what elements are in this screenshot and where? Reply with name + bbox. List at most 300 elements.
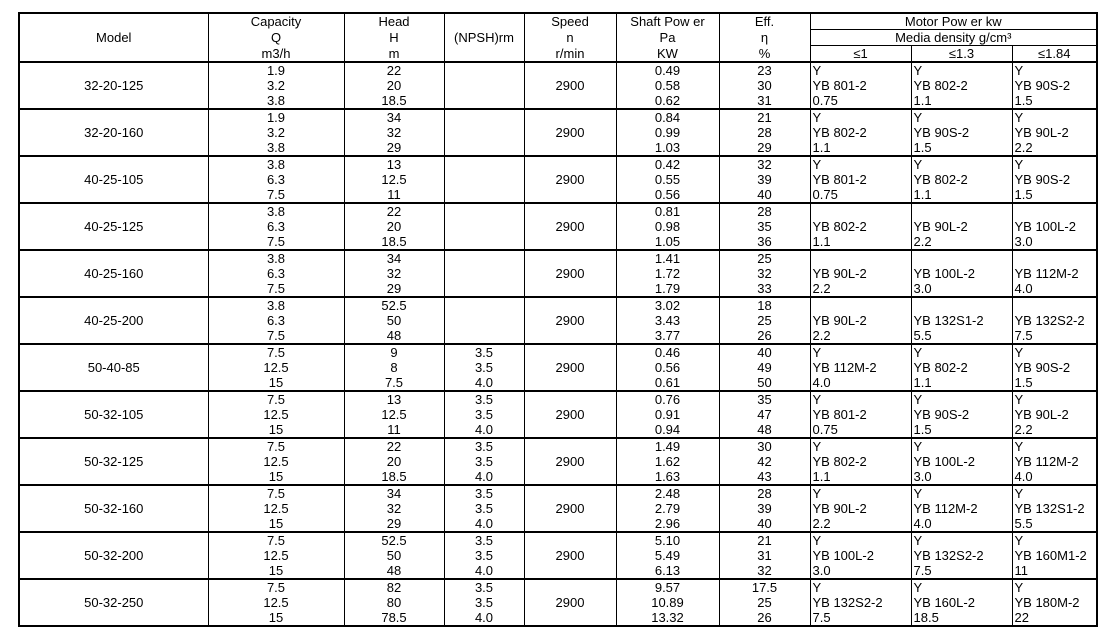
eff-cell: 30 (719, 78, 810, 93)
motor-cell: Y (911, 532, 1012, 548)
motor-cell: YB 100L-2 (810, 548, 911, 563)
model-cell: 32-20-160 (19, 109, 208, 156)
capacity-cell: 6.3 (208, 172, 344, 187)
motor-cell: 22 (1012, 610, 1097, 626)
table-row (19, 438, 1097, 454)
model-cell: 50-32-125 (19, 438, 208, 485)
eff-cell: 36 (719, 234, 810, 250)
motor-cell: Y (1012, 344, 1097, 360)
motor-cell: YB 801-2 (810, 78, 911, 93)
head-cell: 34 (344, 485, 444, 501)
head-cell: 20 (344, 454, 444, 469)
motor-cell: YB 801-2 (810, 407, 911, 422)
shaft-power-cell: 1.49 (616, 438, 719, 454)
motor-cell: 0.75 (810, 93, 911, 109)
motor-cell (1012, 203, 1097, 219)
motor-cell: 3.0 (911, 281, 1012, 297)
eff-cell: 33 (719, 281, 810, 297)
table-row (19, 297, 1097, 313)
table-row (19, 485, 1097, 501)
capacity-cell: 3.8 (208, 156, 344, 172)
capacity-cell: 6.3 (208, 313, 344, 328)
head-cell: 12.5 (344, 407, 444, 422)
motor-cell: Y (1012, 62, 1097, 78)
capacity-cell: 3.8 (208, 203, 344, 219)
eff-cell: 31 (719, 93, 810, 109)
motor-cell: YB 112M-2 (1012, 266, 1097, 281)
header-density-3: ≤1.84 (1012, 46, 1097, 63)
npsh-cell (444, 219, 524, 234)
npsh-cell: 3.5 (444, 579, 524, 595)
capacity-cell: 15 (208, 563, 344, 579)
head-cell: 82 (344, 579, 444, 595)
model-cell: 40-25-125 (19, 203, 208, 250)
motor-cell: 4.0 (1012, 281, 1097, 297)
header-speed-symbol: n (524, 30, 616, 46)
capacity-cell: 15 (208, 469, 344, 485)
speed-cell: 2900 (524, 344, 616, 391)
motor-cell: 1.1 (911, 187, 1012, 203)
header-capacity: Capacity (208, 13, 344, 30)
capacity-cell: 7.5 (208, 344, 344, 360)
shaft-power-cell: 3.77 (616, 328, 719, 344)
shaft-power-cell: 0.46 (616, 344, 719, 360)
shaft-power-cell: 0.81 (616, 203, 719, 219)
model-cell: 50-32-200 (19, 532, 208, 579)
npsh-cell: 3.5 (444, 485, 524, 501)
head-cell: 18.5 (344, 234, 444, 250)
model-cell: 40-25-105 (19, 156, 208, 203)
capacity-cell: 12.5 (208, 501, 344, 516)
npsh-cell: 4.0 (444, 610, 524, 626)
head-cell: 13 (344, 156, 444, 172)
head-cell: 32 (344, 501, 444, 516)
motor-cell: YB 90L-2 (911, 219, 1012, 234)
npsh-cell: 3.5 (444, 344, 524, 360)
npsh-cell (444, 250, 524, 266)
speed-cell: 2900 (524, 485, 616, 532)
speed-cell: 2900 (524, 391, 616, 438)
head-cell: 18.5 (344, 469, 444, 485)
header-eff-unit: % (719, 46, 810, 63)
motor-cell: YB 90S-2 (1012, 172, 1097, 187)
capacity-cell: 15 (208, 516, 344, 532)
motor-cell: 0.75 (810, 422, 911, 438)
shaft-power-cell: 1.79 (616, 281, 719, 297)
capacity-cell: 7.5 (208, 281, 344, 297)
motor-cell: YB 801-2 (810, 172, 911, 187)
motor-cell: 0.75 (810, 187, 911, 203)
motor-cell: Y (810, 62, 911, 78)
motor-cell (911, 297, 1012, 313)
head-cell: 48 (344, 328, 444, 344)
motor-cell (911, 250, 1012, 266)
npsh-cell: 4.0 (444, 516, 524, 532)
head-cell: 22 (344, 438, 444, 454)
head-cell: 29 (344, 140, 444, 156)
capacity-cell: 12.5 (208, 360, 344, 375)
motor-cell: YB 112M-2 (911, 501, 1012, 516)
motor-cell: YB 100L-2 (911, 454, 1012, 469)
motor-cell: Y (1012, 109, 1097, 125)
npsh-cell (444, 172, 524, 187)
motor-cell: 4.0 (1012, 469, 1097, 485)
head-cell: 52.5 (344, 532, 444, 548)
speed-cell: 2900 (524, 532, 616, 579)
shaft-power-cell: 0.91 (616, 407, 719, 422)
npsh-cell: 3.5 (444, 438, 524, 454)
speed-cell: 2900 (524, 438, 616, 485)
head-cell: 48 (344, 563, 444, 579)
capacity-cell: 7.5 (208, 328, 344, 344)
motor-cell: Y (1012, 532, 1097, 548)
head-cell: 34 (344, 250, 444, 266)
motor-cell: Y (810, 438, 911, 454)
npsh-cell: 3.5 (444, 548, 524, 563)
npsh-cell: 3.5 (444, 454, 524, 469)
eff-cell: 26 (719, 610, 810, 626)
npsh-cell: 3.5 (444, 407, 524, 422)
shaft-power-cell: 1.03 (616, 140, 719, 156)
motor-cell: YB 180M-2 (1012, 595, 1097, 610)
motor-cell: YB 90S-2 (911, 125, 1012, 140)
head-cell: 80 (344, 595, 444, 610)
motor-cell (810, 250, 911, 266)
motor-cell: 1.1 (911, 375, 1012, 391)
capacity-cell: 7.5 (208, 187, 344, 203)
motor-cell: 5.5 (911, 328, 1012, 344)
header-head-unit: m (344, 46, 444, 63)
head-cell: 8 (344, 360, 444, 375)
head-cell: 22 (344, 203, 444, 219)
capacity-cell: 3.8 (208, 250, 344, 266)
pump-performance-table (18, 12, 1098, 627)
speed-cell: 2900 (524, 203, 616, 250)
motor-cell: 1.5 (1012, 187, 1097, 203)
npsh-cell: 3.5 (444, 391, 524, 407)
table-row (19, 156, 1097, 172)
eff-cell: 25 (719, 595, 810, 610)
header-capacity-unit: m3/h (208, 46, 344, 63)
motor-cell: YB 802-2 (911, 78, 1012, 93)
shaft-power-cell: 0.62 (616, 93, 719, 109)
eff-cell: 30 (719, 438, 810, 454)
header-shaft-power-symbol: Pa (616, 30, 719, 46)
eff-cell: 39 (719, 172, 810, 187)
motor-cell: 2.2 (810, 281, 911, 297)
capacity-cell: 3.8 (208, 297, 344, 313)
head-cell: 13 (344, 391, 444, 407)
motor-cell: 1.1 (911, 93, 1012, 109)
eff-cell: 40 (719, 187, 810, 203)
shaft-power-cell: 0.61 (616, 375, 719, 391)
eff-cell: 25 (719, 313, 810, 328)
capacity-cell: 15 (208, 422, 344, 438)
npsh-cell: 3.5 (444, 595, 524, 610)
capacity-cell: 6.3 (208, 219, 344, 234)
eff-cell: 48 (719, 422, 810, 438)
head-cell: 29 (344, 281, 444, 297)
eff-cell: 32 (719, 156, 810, 172)
capacity-cell: 3.8 (208, 93, 344, 109)
table-row (19, 579, 1097, 595)
motor-cell: YB 132S2-2 (911, 548, 1012, 563)
npsh-cell: 3.5 (444, 532, 524, 548)
eff-cell: 23 (719, 62, 810, 78)
capacity-cell: 7.5 (208, 438, 344, 454)
npsh-cell (444, 203, 524, 219)
capacity-cell: 12.5 (208, 407, 344, 422)
shaft-power-cell: 0.98 (616, 219, 719, 234)
motor-cell: 2.2 (1012, 140, 1097, 156)
capacity-cell: 1.9 (208, 109, 344, 125)
motor-cell: Y (1012, 485, 1097, 501)
npsh-cell (444, 93, 524, 109)
motor-cell: YB 802-2 (810, 125, 911, 140)
head-cell: 20 (344, 219, 444, 234)
header-media-density: Media density g/cm³ (810, 30, 1097, 46)
eff-cell: 28 (719, 125, 810, 140)
eff-cell: 32 (719, 266, 810, 281)
header-model: Model (96, 30, 132, 45)
capacity-cell: 3.2 (208, 78, 344, 93)
npsh-cell (444, 62, 524, 78)
model-cell: 32-20-125 (19, 62, 208, 109)
motor-cell: 7.5 (810, 610, 911, 626)
shaft-power-cell: 1.72 (616, 266, 719, 281)
shaft-power-cell: 2.96 (616, 516, 719, 532)
head-cell: 34 (344, 109, 444, 125)
eff-cell: 47 (719, 407, 810, 422)
capacity-cell: 6.3 (208, 266, 344, 281)
motor-cell: 3.0 (810, 563, 911, 579)
head-cell: 78.5 (344, 610, 444, 626)
motor-cell: YB 100L-2 (1012, 219, 1097, 234)
motor-cell: 4.0 (810, 375, 911, 391)
eff-cell: 18 (719, 297, 810, 313)
npsh-cell (444, 78, 524, 93)
head-cell: 22 (344, 62, 444, 78)
capacity-cell: 1.9 (208, 62, 344, 78)
eff-cell: 42 (719, 454, 810, 469)
npsh-cell (444, 125, 524, 140)
motor-cell: Y (911, 109, 1012, 125)
head-cell: 20 (344, 78, 444, 93)
motor-cell (810, 203, 911, 219)
shaft-power-cell: 5.49 (616, 548, 719, 563)
shaft-power-cell: 6.13 (616, 563, 719, 579)
head-cell: 52.5 (344, 297, 444, 313)
shaft-power-cell: 0.94 (616, 422, 719, 438)
motor-cell: YB 90L-2 (1012, 407, 1097, 422)
capacity-cell: 3.2 (208, 125, 344, 140)
head-cell: 11 (344, 187, 444, 203)
capacity-cell: 7.5 (208, 234, 344, 250)
motor-cell: 11 (1012, 563, 1097, 579)
shaft-power-cell: 0.84 (616, 109, 719, 125)
npsh-cell (444, 297, 524, 313)
capacity-cell: 7.5 (208, 532, 344, 548)
eff-cell: 32 (719, 563, 810, 579)
motor-cell: 1.5 (1012, 375, 1097, 391)
model-cell: 50-40-85 (19, 344, 208, 391)
motor-cell: Y (810, 532, 911, 548)
model-cell: 40-25-160 (19, 250, 208, 297)
motor-cell: 18.5 (911, 610, 1012, 626)
motor-cell (1012, 297, 1097, 313)
shaft-power-cell: 1.63 (616, 469, 719, 485)
shaft-power-cell: 13.32 (616, 610, 719, 626)
eff-cell: 35 (719, 219, 810, 234)
motor-cell: 2.2 (911, 234, 1012, 250)
shaft-power-cell: 0.76 (616, 391, 719, 407)
header-speed-unit: r/min (524, 46, 616, 63)
eff-cell: 35 (719, 391, 810, 407)
motor-cell: Y (1012, 391, 1097, 407)
motor-cell: Y (911, 62, 1012, 78)
eff-cell: 21 (719, 532, 810, 548)
motor-cell: Y (911, 579, 1012, 595)
shaft-power-cell: 0.55 (616, 172, 719, 187)
shaft-power-cell: 0.56 (616, 360, 719, 375)
motor-cell: YB 132S1-2 (1012, 501, 1097, 516)
npsh-cell (444, 109, 524, 125)
npsh-cell: 3.5 (444, 501, 524, 516)
head-cell: 11 (344, 422, 444, 438)
motor-cell: 1.1 (810, 469, 911, 485)
model-cell: 50-32-105 (19, 391, 208, 438)
motor-cell: YB 90S-2 (1012, 360, 1097, 375)
npsh-cell (444, 234, 524, 250)
npsh-cell (444, 281, 524, 297)
motor-cell: Y (810, 391, 911, 407)
header-npsh: (NPSH)rm (444, 13, 524, 62)
motor-cell: 1.1 (810, 140, 911, 156)
motor-cell: YB 90L-2 (1012, 125, 1097, 140)
speed-cell: 2900 (524, 156, 616, 203)
shaft-power-cell: 0.49 (616, 62, 719, 78)
eff-cell: 21 (719, 109, 810, 125)
motor-cell: Y (911, 438, 1012, 454)
npsh-cell (444, 313, 524, 328)
speed-cell: 2900 (524, 62, 616, 109)
npsh-cell (444, 187, 524, 203)
header-head-symbol: H (344, 30, 444, 46)
npsh-cell: 4.0 (444, 563, 524, 579)
motor-cell: 7.5 (1012, 328, 1097, 344)
eff-cell: 39 (719, 501, 810, 516)
motor-cell: YB 90S-2 (1012, 78, 1097, 93)
motor-cell: 5.5 (1012, 516, 1097, 532)
shaft-power-cell: 0.42 (616, 156, 719, 172)
capacity-cell: 7.5 (208, 579, 344, 595)
header-shaft-power: Shaft Pow er (616, 13, 719, 30)
shaft-power-cell: 5.10 (616, 532, 719, 548)
eff-cell: 28 (719, 485, 810, 501)
capacity-cell: 12.5 (208, 548, 344, 563)
npsh-cell: 4.0 (444, 469, 524, 485)
motor-cell: YB 90L-2 (810, 501, 911, 516)
motor-cell (911, 203, 1012, 219)
eff-cell: 17.5 (719, 579, 810, 595)
eff-cell: 43 (719, 469, 810, 485)
motor-cell: Y (911, 156, 1012, 172)
motor-cell (810, 297, 911, 313)
shaft-power-cell: 0.99 (616, 125, 719, 140)
head-cell: 29 (344, 516, 444, 532)
header-head: Head (344, 13, 444, 30)
speed-cell: 2900 (524, 297, 616, 344)
header-speed: Speed (524, 13, 616, 30)
capacity-cell: 7.5 (208, 391, 344, 407)
motor-cell: YB 132S1-2 (911, 313, 1012, 328)
model-cell: 50-32-250 (19, 579, 208, 626)
shaft-power-cell: 9.57 (616, 579, 719, 595)
shaft-power-cell: 1.41 (616, 250, 719, 266)
head-cell: 50 (344, 313, 444, 328)
header-eff-symbol: η (719, 30, 810, 46)
shaft-power-cell: 0.58 (616, 78, 719, 93)
head-cell: 7.5 (344, 375, 444, 391)
motor-cell (1012, 250, 1097, 266)
motor-cell: 3.0 (1012, 234, 1097, 250)
motor-cell: YB 802-2 (810, 454, 911, 469)
shaft-power-cell: 1.05 (616, 234, 719, 250)
motor-cell: 1.5 (911, 140, 1012, 156)
motor-cell: YB 802-2 (810, 219, 911, 234)
motor-cell: YB 90L-2 (810, 313, 911, 328)
motor-cell: Y (1012, 438, 1097, 454)
motor-cell: Y (911, 344, 1012, 360)
motor-cell: Y (810, 485, 911, 501)
table-row (19, 203, 1097, 219)
motor-cell: Y (1012, 579, 1097, 595)
motor-cell: 3.0 (911, 469, 1012, 485)
table-row (19, 250, 1097, 266)
capacity-cell: 12.5 (208, 454, 344, 469)
eff-cell: 25 (719, 250, 810, 266)
shaft-power-cell: 1.62 (616, 454, 719, 469)
motor-cell: 1.1 (810, 234, 911, 250)
motor-cell: Y (1012, 156, 1097, 172)
motor-cell: Y (810, 156, 911, 172)
eff-cell: 31 (719, 548, 810, 563)
motor-cell: Y (810, 579, 911, 595)
shaft-power-cell: 10.89 (616, 595, 719, 610)
head-cell: 12.5 (344, 172, 444, 187)
header-eff: Eff. (719, 13, 810, 30)
head-cell: 9 (344, 344, 444, 360)
speed-cell: 2900 (524, 579, 616, 626)
header-density-2: ≤1.3 (911, 46, 1012, 63)
npsh-cell (444, 266, 524, 281)
motor-cell: Y (810, 109, 911, 125)
npsh-cell (444, 156, 524, 172)
motor-cell: YB 802-2 (911, 172, 1012, 187)
motor-cell: YB 802-2 (911, 360, 1012, 375)
eff-cell: 49 (719, 360, 810, 375)
capacity-cell: 12.5 (208, 595, 344, 610)
motor-cell: YB 160M1-2 (1012, 548, 1097, 563)
model-cell: 50-32-160 (19, 485, 208, 532)
motor-cell: 1.5 (1012, 93, 1097, 109)
shaft-power-cell: 2.79 (616, 501, 719, 516)
eff-cell: 40 (719, 516, 810, 532)
capacity-cell: 3.8 (208, 140, 344, 156)
eff-cell: 50 (719, 375, 810, 391)
head-cell: 50 (344, 548, 444, 563)
shaft-power-cell: 3.02 (616, 297, 719, 313)
